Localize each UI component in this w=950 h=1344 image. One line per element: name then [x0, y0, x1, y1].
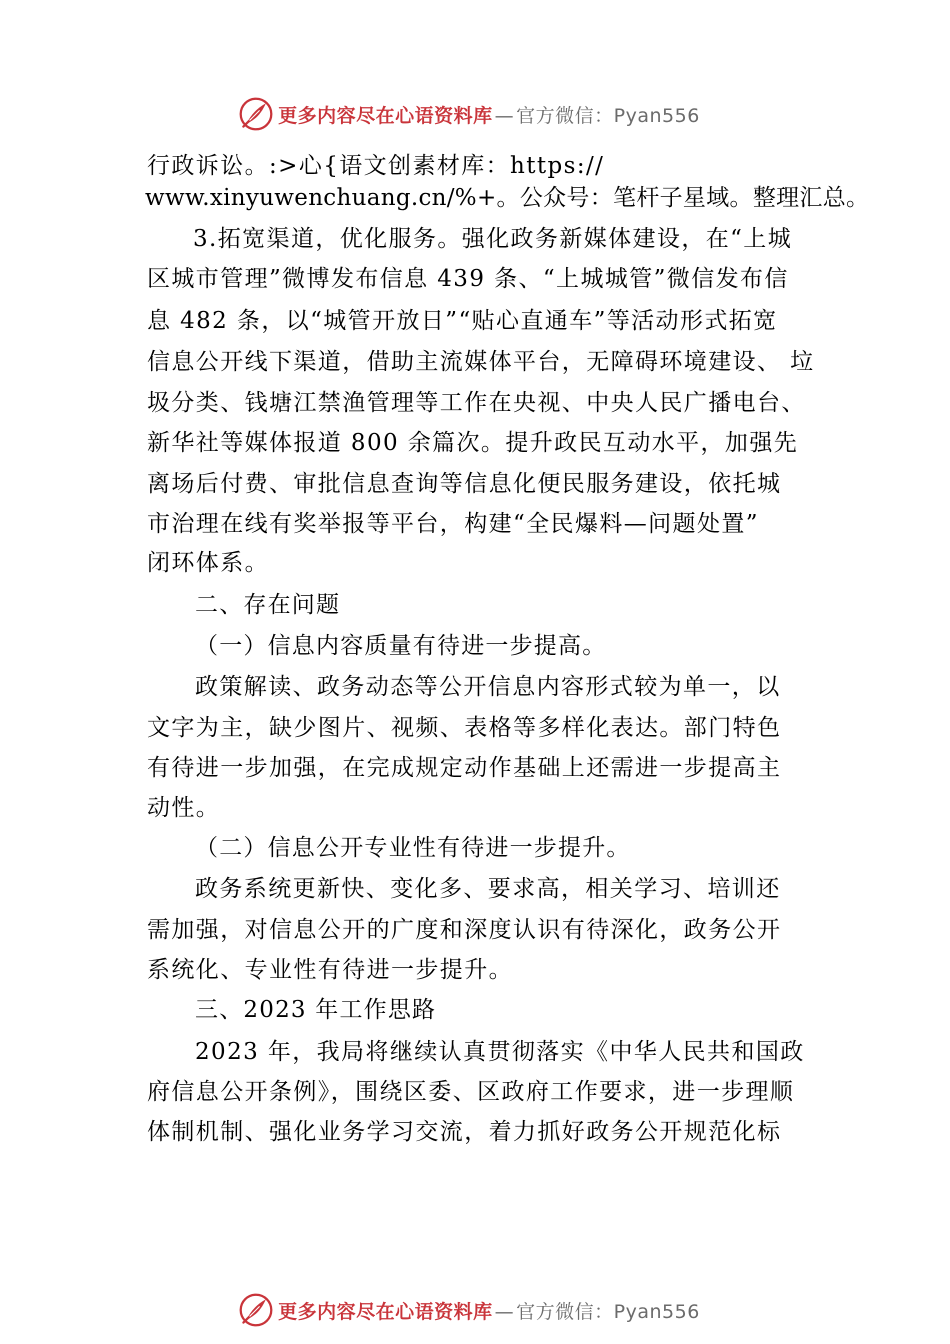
footer-banner [0, 1288, 950, 1332]
banner-red-text: 更多内容尽在心语资料库 [278, 104, 493, 127]
text-line: 闭环体系。 [147, 550, 269, 576]
text-line: www.xinyuwenchuang.cn/%+。公众号：笔杆子星域。整理汇总。 [145, 185, 870, 211]
banner-separator: — [494, 1300, 515, 1323]
banner-separator: — [494, 104, 515, 127]
text-line: 3.拓宽渠道，优化服务。强化政务新媒体建设，在“上城 [193, 226, 793, 252]
text-line: 文字为主，缺少图片、视频、表格等多样化表达。部门特色 [147, 715, 782, 741]
text-line: 新华社等媒体报道 800 余篇次。提升政民互动水平，加强先 [147, 430, 799, 456]
header-banner [0, 92, 950, 136]
subsection-heading: （一）信息内容质量有待进一步提高。 [195, 633, 607, 659]
banner-gray-text: 官方微信：Pyan556 [516, 104, 700, 127]
text-line: 有待进一步加强，在完成规定动作基础上还需进一步提高主 [147, 755, 782, 781]
text-line: 圾分类、钱塘江禁渔管理等工作在央视、中央人民广播电台、 [147, 390, 806, 416]
text-line: 市治理在线有奖举报等平台，构建“全民爆料—问题处置” [147, 511, 759, 537]
banner-red-text: 更多内容尽在心语资料库 [278, 1300, 493, 1323]
text-line: 府信息公开条例》，围绕区委、区政府工作要求，进一步理顺 [147, 1079, 795, 1105]
text-line: 系统化、专业性有待进一步提升。 [147, 957, 513, 983]
text-line: 政务系统更新快、变化多、要求高，相关学习、培训还 [195, 876, 781, 902]
feather-pen-icon [238, 96, 274, 132]
text-line: 行政诉讼。:>心{语文创素材库：https:// [147, 153, 605, 179]
text-line: 区城市管理”微博发布信息 439 条、“上城城管”微信发布信 [147, 266, 789, 292]
section-heading: 二、存在问题 [195, 592, 341, 618]
text-line: 信息公开线下渠道，借助主流媒体平台，无障碍环境建设、 垃 [147, 349, 815, 375]
text-line: 离场后付费、审批信息查询等信息化便民服务建设，依托城 [147, 471, 782, 497]
section-heading: 三、2023 年工作思路 [195, 997, 437, 1023]
text-line: 体制机制、强化业务学习交流，着力抓好政务公开规范化标 [147, 1119, 782, 1145]
subsection-heading: （二）信息公开专业性有待进一步提升。 [195, 835, 631, 861]
feather-pen-icon [238, 1292, 274, 1328]
banner-gray-text: 官方微信：Pyan556 [516, 1300, 700, 1323]
text-line: 2023 年，我局将继续认真贯彻落实《中华人民共和国政 [195, 1039, 805, 1065]
text-line: 需加强，对信息公开的广度和深度认识有待深化，政务公开 [147, 917, 782, 943]
text-line: 动性。 [147, 795, 221, 821]
text-line: 息 482 条，以“城管开放日”“贴心直通车”等活动形式拓宽 [147, 308, 778, 334]
text-line: 政策解读、政务动态等公开信息内容形式较为单一，以 [195, 674, 781, 700]
